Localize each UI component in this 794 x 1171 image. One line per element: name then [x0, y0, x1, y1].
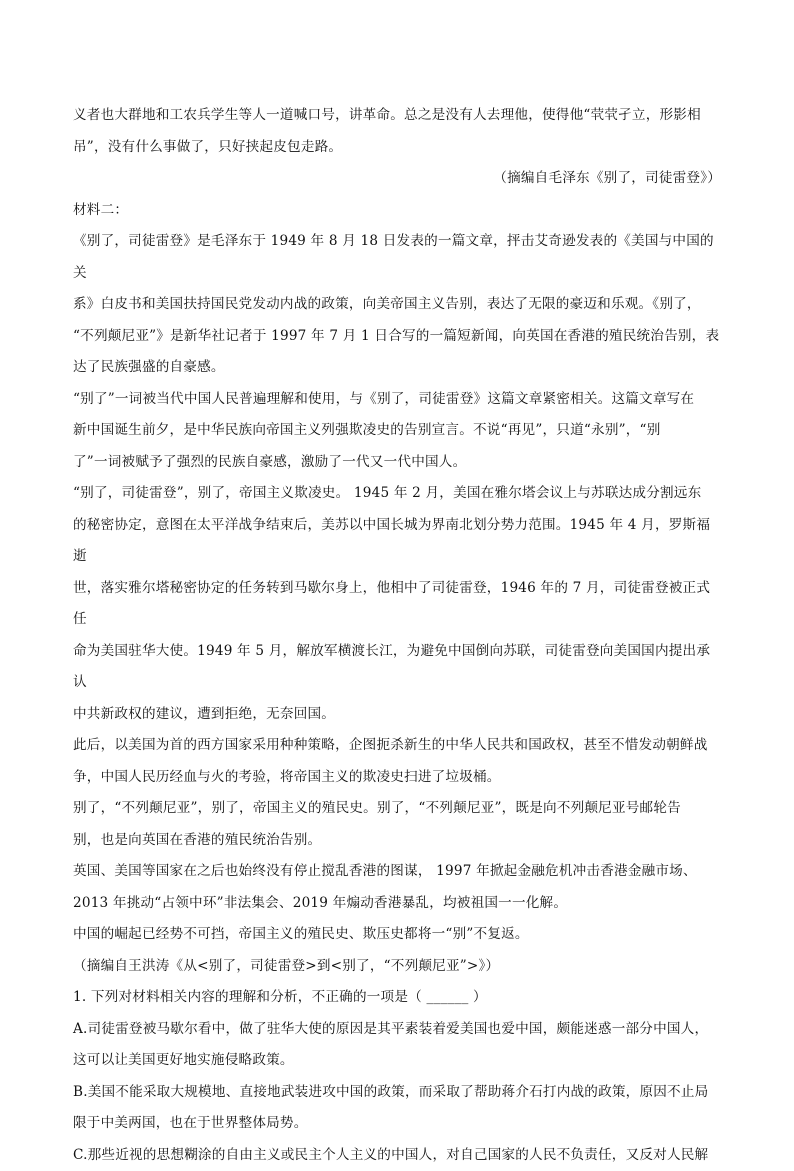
- source-citation: （摘编自毛泽东《别了，司徒雷登》）: [73, 163, 721, 195]
- section-heading: 材料二：: [73, 195, 721, 227]
- text-line: 此后，以美国为首的西方国家采用种种策略，企图扼杀新生的中华人民共和国政权，甚至不惜发动朝鲜战: [73, 730, 721, 762]
- text-line: 《别了，司徒雷登》是毛泽东于 1949 年 8 月 18 日发表的一篇文章，抨击艾奇逊发表的《美国与中国的关: [73, 226, 721, 289]
- text-line: 系》白皮书和美国扶持国民党发动内战的政策，向美帝国主义告别，表达了无限的豪迈和乐观。《别了，: [73, 289, 721, 321]
- text-line: 别了，“不列颠尼亚”，别了，帝国主义的殖民史。别了，“不列颠尼亚”，既是向不列颠尼亚号邮轮告: [73, 793, 721, 825]
- text-line: 吊”，没有什么事做了，只好挟起皮包走路。: [73, 132, 721, 164]
- text-line: 命为美国驻华大使。1949 年 5 月，解放军横渡长江，为避免中国倒向苏联，司徒雷登向美国国内提出承认: [73, 636, 721, 699]
- text-line: 新中国诞生前夕，是中华民族向帝国主义列强欺凌史的告别宣言。不说“再见”，只道“永别”，“别: [73, 415, 721, 447]
- document-body: [73, 100, 721, 1171]
- text-line: 达了民族强盛的自豪感。: [73, 352, 721, 384]
- question-stem: 1. 下列对材料相关内容的理解和分析，不正确的一项是（ ______ ）: [73, 982, 721, 1014]
- option-b-continued: 限于中美两国，也在于世界整体局势。: [73, 1108, 721, 1140]
- text-line: 了”一词被赋予了强烈的民族自豪感，激励了一代又一代中国人。: [73, 447, 721, 479]
- option-b: B.美国不能采取大规模地、直接地武装进攻中国的政策，而采取了帮助蒋介石打内战的政策，原因不止局: [73, 1077, 721, 1109]
- text-line: 争，中国人民历经血与火的考验，将帝国主义的欺凌史扫进了垃圾桶。: [73, 762, 721, 794]
- text-line: “不列颠尼亚”》是新华社记者于 1997 年 7 月 1 日合写的一篇短新闻，向英国在香港的殖民统治告别，表: [73, 321, 721, 353]
- text-line: 的秘密协定，意图在太平洋战争结束后，美苏以中国长城为界南北划分势力范围。1945 年 4 月，罗斯福逝: [73, 510, 721, 573]
- text-line: 中共新政权的建议，遭到拒绝，无奈回国。: [73, 699, 721, 731]
- text-line: 中国的崛起已经势不可挡，帝国主义的殖民史、欺压史都将一“别”不复返。: [73, 919, 721, 951]
- text-line: 别，也是向英国在香港的殖民统治告别。: [73, 825, 721, 857]
- option-a-continued: 这可以让美国更好地实施侵略政策。: [73, 1045, 721, 1077]
- text-line: 2013 年挑动“占领中环”非法集会、2019 年煽动香港暴乱，均被祖国一一化解。: [73, 888, 721, 920]
- text-line: 义者也大群地和工农兵学生等人一道喊口号，讲革命。总之是没有人去理他，使得他“茕茕孑立，形影相: [73, 100, 721, 132]
- text-line: 英国、美国等国家在之后也始终没有停止搅乱香港的图谋， 1997 年掀起金融危机冲击香港金融市场、: [73, 856, 721, 888]
- option-a: A.司徒雷登被马歇尔看中，做了驻华大使的原因是其平素装着爱美国也爱中国，颇能迷惑一部分中国人，: [73, 1014, 721, 1046]
- option-c: C.那些近视的思想糊涂的自由主义或民主个人主义的中国人，对自己国家的人民不负责任，又反对人民解: [73, 1140, 721, 1171]
- text-line: “别了，司徒雷登”，别了，帝国主义欺凌史。 1945 年 2 月，美国在雅尔塔会议上与苏联达成分割远东: [73, 478, 721, 510]
- text-line: “别了”一词被当代中国人民普遍理解和使用，与《别了，司徒雷登》这篇文章紧密相关。这篇文章写在: [73, 384, 721, 416]
- source-citation: （摘编自王洪涛《从<别了，司徒雷登>到<别了，“不列颠尼亚”>》）: [73, 951, 721, 983]
- text-line: 世，落实雅尔塔秘密协定的任务转到马歇尔身上，他相中了司徒雷登，1946 年的 7 月，司徒雷登被正式任: [73, 573, 721, 636]
